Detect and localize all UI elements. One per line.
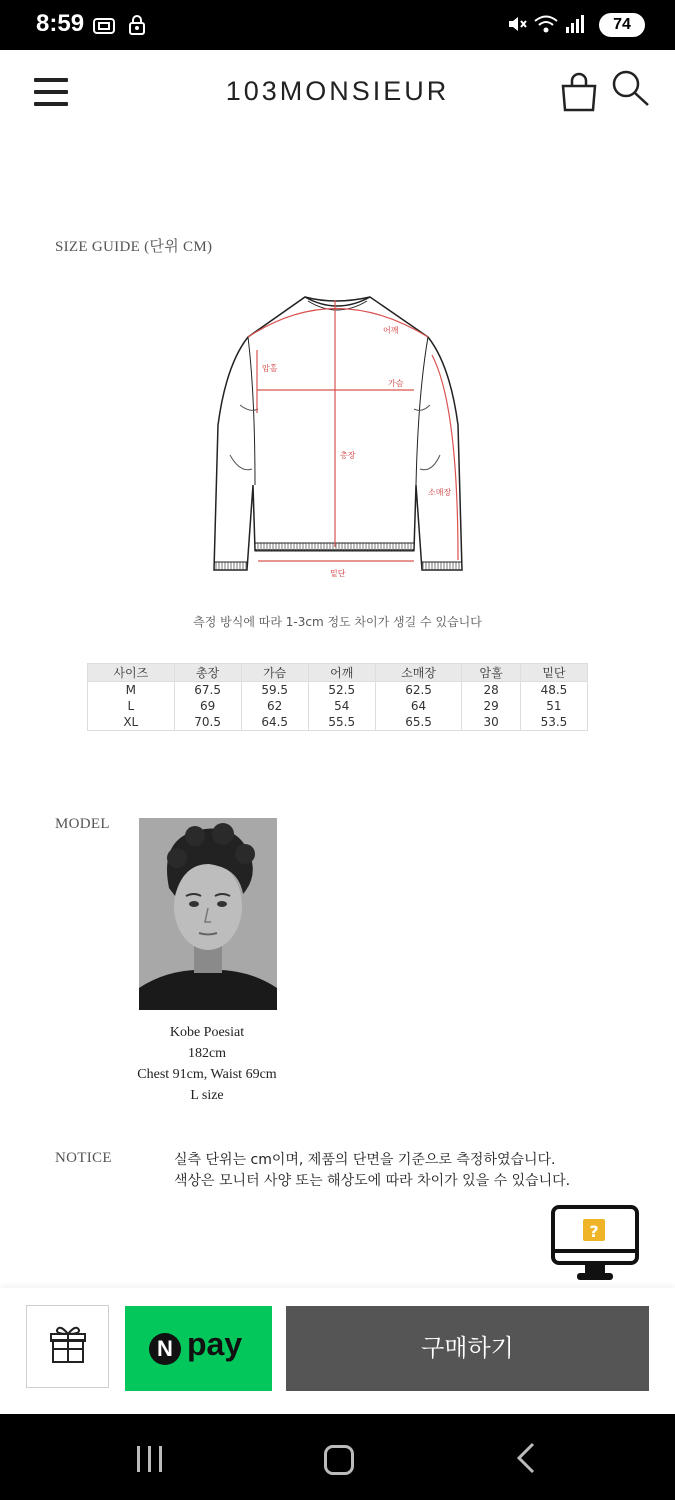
table-cell: 69	[174, 698, 241, 714]
gift-icon	[27, 1306, 108, 1387]
naver-pay-label: pay	[187, 1326, 243, 1362]
size-table-header: 밑단	[520, 664, 587, 682]
size-table-header-row	[88, 664, 588, 682]
table-cell: 48.5	[520, 682, 587, 699]
table-cell: 55.5	[308, 714, 375, 731]
table-cell: 64	[375, 698, 462, 714]
sweater-diagram-svg	[200, 285, 480, 585]
table-cell: 62	[241, 698, 308, 714]
table-cell: 53.5	[520, 714, 587, 731]
svg-text:?: ?	[589, 1222, 599, 1241]
table-cell: 54	[308, 698, 375, 714]
signal-icon	[564, 13, 586, 35]
back-chevron-icon	[515, 1442, 537, 1474]
system-nav-bar	[0, 1414, 675, 1500]
site-logo[interactable]: 103MONSIEUR	[225, 76, 450, 106]
gift-button[interactable]	[26, 1305, 109, 1388]
size-table-header: 사이즈	[88, 664, 175, 682]
label-chest: 가슴	[388, 379, 404, 388]
table-cell: 52.5	[308, 682, 375, 699]
shopping-bag-icon	[560, 72, 598, 112]
search-button[interactable]	[610, 68, 650, 108]
recent-apps-icon-bar	[159, 1446, 162, 1472]
model-name: Kobe Poesiat	[169, 1025, 245, 1040]
table-cell: 70.5	[174, 714, 241, 731]
notice-line-2: 색상은 모니터 사양 또는 해상도에 따라 차이가 있을 수 있습니다.	[174, 1173, 571, 1189]
table-row	[88, 714, 588, 731]
table-cell: M	[88, 682, 175, 699]
naver-pay-button[interactable]	[125, 1306, 272, 1391]
status-icons-right	[506, 13, 645, 39]
table-row	[88, 682, 588, 699]
label-sleeve: 소매장	[428, 488, 452, 497]
buy-button[interactable]: 구매하기	[286, 1306, 649, 1391]
table-cell: 67.5	[174, 682, 241, 699]
table-cell: XL	[88, 714, 175, 731]
table-cell: 51	[520, 698, 587, 714]
lock-icon	[127, 14, 147, 36]
home-button[interactable]	[324, 1445, 354, 1475]
notice-text	[174, 1150, 570, 1192]
monitor-icon	[551, 1205, 641, 1285]
search-icon	[610, 68, 650, 108]
size-table-header: 소매장	[375, 664, 462, 682]
sweater-size-diagram	[200, 285, 480, 585]
back-button[interactable]	[515, 1442, 537, 1478]
measurement-note: 측정 방식에 따라 1-3cm 정도 차이가 생길 수 있습니다	[193, 615, 482, 629]
purchase-bar	[0, 1288, 675, 1414]
screenshot-icon	[92, 16, 116, 36]
table-cell: 59.5	[241, 682, 308, 699]
label-length: 총장	[340, 451, 356, 460]
size-guide-title: SIZE GUIDE (단위 CM)	[55, 239, 213, 255]
label-shoulder: 어깨	[383, 326, 399, 335]
table-cell: 28	[462, 682, 521, 699]
naver-n-icon: N	[149, 1333, 181, 1365]
battery-indicator: 74	[599, 13, 645, 37]
notice-label: NOTICE	[55, 1150, 112, 1166]
model-portrait-image	[139, 818, 277, 1010]
size-table-header: 총장	[174, 664, 241, 682]
model-label: MODEL	[55, 816, 110, 832]
table-cell: 30	[462, 714, 521, 731]
notice-line-1: 실측 단위는 cm이며, 제품의 단면을 기준으로 측정하였습니다.	[174, 1152, 556, 1168]
size-table-header: 암홀	[462, 664, 521, 682]
recent-apps-icon	[137, 1446, 140, 1472]
table-cell: 29	[462, 698, 521, 714]
model-height: 182cm	[187, 1046, 227, 1061]
model-info	[112, 1022, 302, 1106]
label-hem: 밑단	[330, 569, 346, 578]
recent-apps-button[interactable]	[137, 1446, 170, 1476]
label-armhole: 암홀	[262, 364, 278, 373]
site-header	[0, 50, 675, 134]
shopping-bag-button[interactable]	[560, 72, 598, 112]
table-cell: 62.5	[375, 682, 462, 699]
model-photo	[139, 818, 277, 1010]
table-row	[88, 698, 588, 714]
status-bar	[0, 0, 675, 50]
size-table-header: 가슴	[241, 664, 308, 682]
table-cell: 65.5	[375, 714, 462, 731]
status-icons-left	[92, 14, 147, 40]
table-cell: L	[88, 698, 175, 714]
mute-icon	[506, 13, 528, 35]
wifi-icon	[533, 13, 559, 35]
table-cell: 64.5	[241, 714, 308, 731]
size-table	[87, 663, 588, 731]
size-table-header: 어깨	[308, 664, 375, 682]
recent-apps-icon-bar	[148, 1446, 151, 1472]
model-measurements: Chest 91cm, Waist 69cm	[137, 1067, 277, 1082]
status-time: 8:59	[36, 10, 85, 37]
pc-view-button[interactable]	[551, 1205, 641, 1285]
model-size: L size	[190, 1088, 224, 1103]
